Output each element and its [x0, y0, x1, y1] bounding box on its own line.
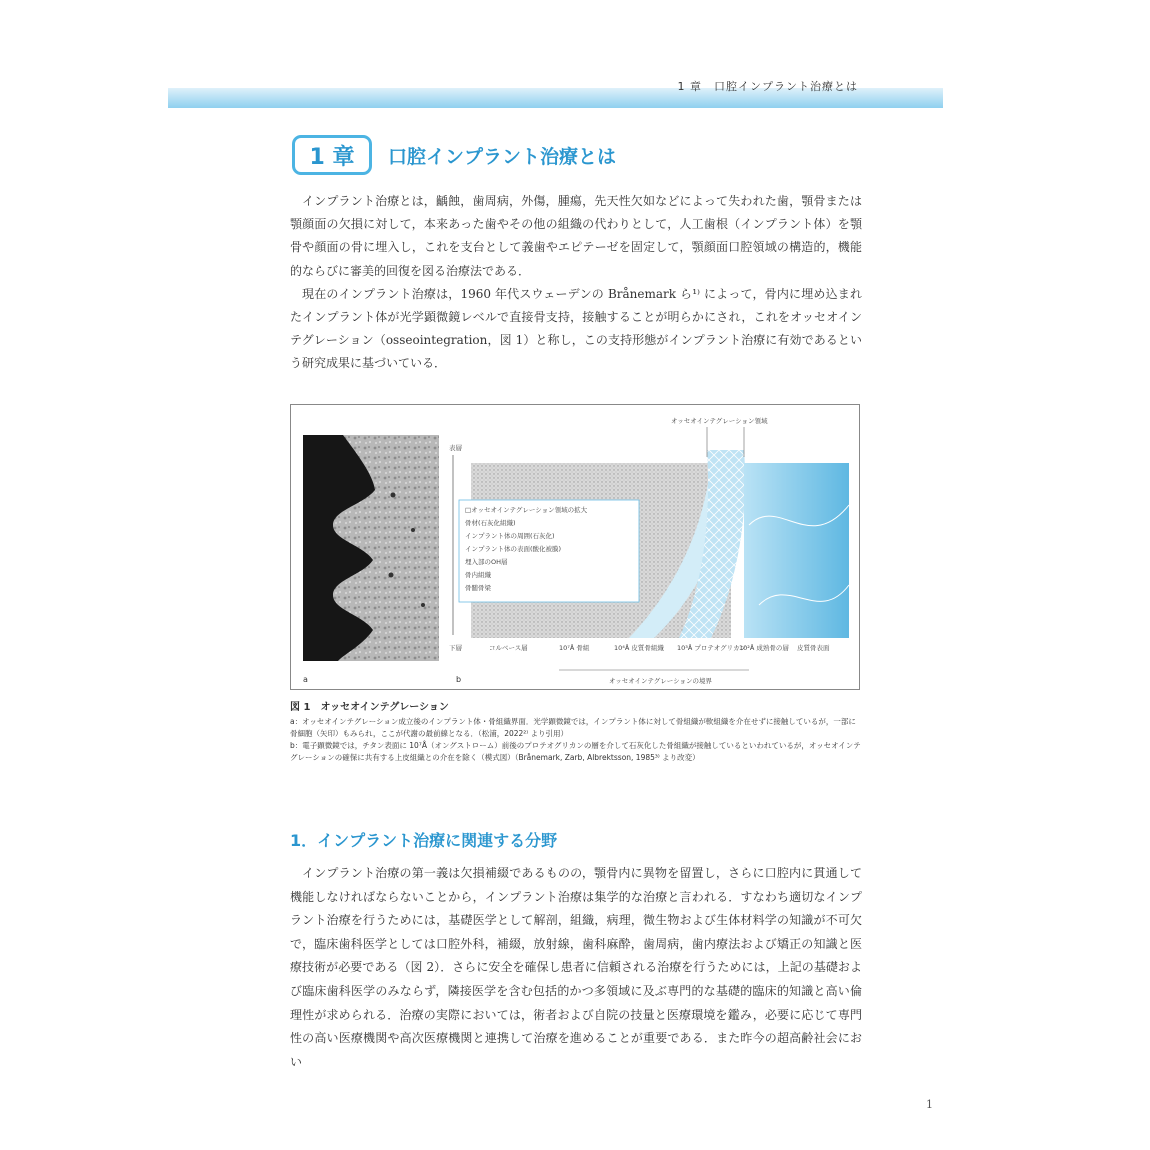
- bottom-label: 10⁴Å 皮質骨組織: [614, 644, 664, 652]
- axis-top-label: 表層: [449, 444, 462, 452]
- bottom-label: 皮質骨表面: [797, 644, 830, 652]
- legend-item: インプラント体の周囲(石灰化): [465, 532, 555, 540]
- legend-item: 骨材(石灰化組織): [465, 519, 516, 527]
- section-1-paragraph: インプラント治療の第一義は欠損補綴であるものの，顎骨内に異物を留置し，さらに口腔内に貫通して機能しなければならないことから，インプラント治療は集学的な治療と言われる．すなわち適切なインプラント治療を行うためには，基礎医学として解剖，組織，病理，微生物および生体材料学の知識が不可欠で，臨床歯科医学としては口腔外科，補綴，放射線，歯科麻酔，歯周病，歯内療法および矯正の知識と医療技術が必要である（図 2）．さらに安全を確保し患者に信頼される治療を行うためには，上記の基礎および臨床歯科医学のみならず，隣接医学を含む包括的かつ多領域に及ぶ専門的な基礎的臨床的知識と高い倫理性が求められる．治療の実際においては，術者および自院の技量と医療環境を鑑み，必要に応じて専門性の高い医療機関や高次医療機関と連携して治療を進めることが重要である．また昨今の超高齢社会におい: [290, 866, 862, 1069]
- top-region-label: オッセオインテグレーション領域: [671, 417, 768, 425]
- intro-paragraph-2: 現在のインプラント治療は，1960 年代スウェーデンの Brånemark ら¹⁾ によって，骨内に埋め込まれたインプラント体が光学顕微鏡レベルで直接骨支持，接触することが明らかにされ，これをオッセオインテグレーション（osseointegration，図 1）と称し，この支持形態がインプラント治療に有効であるという研究成果に基づいている．: [290, 286, 862, 371]
- osseointegration-diagram: [449, 405, 859, 689]
- axis-bottom-label: 下層: [449, 644, 462, 652]
- section-1-title: 1．インプラント治療に関連する分野: [290, 831, 558, 850]
- legend-item: 骨内組織: [465, 571, 491, 579]
- bottom-label: コルベース層: [489, 644, 528, 652]
- legend-item: 埋入部のOH層: [465, 558, 508, 566]
- bottom-label: 10⁷Å 骨組: [559, 644, 590, 652]
- boundary-caption: オッセオインテグレーションの境界: [609, 677, 712, 685]
- figure-1: [290, 404, 860, 690]
- legend-item: □オッセオインテグレーション領域の拡大: [465, 506, 588, 514]
- caption-line-b: b：電子顕微鏡では，チタン表面に 10⁷Å（オングストローム）前後のプロテオグリカンの層を介して石灰化した骨組織が接触しているといわれているが，オッセオインテグレーションの確保に共有する上皮組織との介在を除く（模式図）（Brånemark, Zarb, Albrektsson, 1985³⁾ より改変）: [290, 741, 861, 762]
- page-number: 1: [926, 1098, 933, 1111]
- running-head: 1 章 口腔インプラント治療とは: [677, 80, 858, 93]
- figure-1-caption: [290, 698, 862, 764]
- chapter-title: 口腔インプラント治療とは: [388, 146, 617, 168]
- micrograph-image: [303, 435, 439, 661]
- intro-text: [290, 190, 862, 376]
- panel-b-label: b: [456, 675, 462, 684]
- legend-item: インプラント体の表面(酸化被膜): [465, 545, 562, 553]
- legend-item: 骨髄骨梁: [465, 584, 491, 592]
- intro-paragraph-1: インプラント治療とは，齲蝕，歯周病，外傷，腫瘍，先天性欠如などによって失われた歯，顎骨または顎顔面の欠損に対して，本来あった歯やその他の組織の代わりとして，人工歯根（インプラント体）を顎骨や顔面の骨に埋入し，これを支台として義歯やエピテーゼを固定して，顎顔面口腔領域の構造的，機能的ならびに審美的回復を図る治療法である．: [290, 194, 862, 278]
- bottom-label: 10³Å プロテオグリカン: [677, 644, 747, 652]
- section-1-text: [290, 862, 862, 1074]
- bottom-label: 10²Å 成熟骨の層: [739, 644, 789, 652]
- caption-line-a: a：オッセオインテグレーション成立後のインプラント体・骨組織界面．光学顕微鏡では，インプラント体に対して骨組織が軟組織を介在せずに接触しているが，一部に骨細胞（矢印）もみられ，ここが代謝の最前線となる．（松浦，2022²⁾ より引用）: [290, 717, 856, 738]
- caption-title: 図 1 オッセオインテグレーション: [290, 702, 449, 713]
- chapter-number-box: 1 章: [292, 135, 372, 175]
- panel-a-label: a: [303, 675, 308, 684]
